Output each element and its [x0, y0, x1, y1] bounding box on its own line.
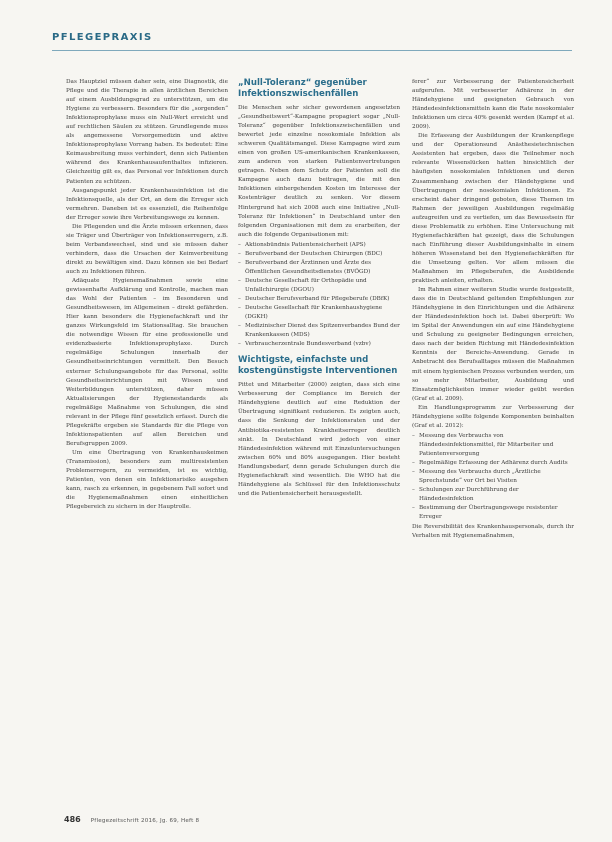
journal-source: Pflegezeitschrift 2016, Jg. 69, Heft 8: [90, 818, 200, 824]
list-item: – Verbraucherzentrale Bundesverband (vzbv): [238, 340, 400, 349]
list-item: – Messung des Verbrauchs von Händedesinfektionsmittel, für Mitarbeiter und Patientenversorgung: [412, 432, 574, 459]
list-item: – Messung des Verbrauchs durch „Ärztliche Sprechstunde“ vor Ort bei Visiten: [412, 468, 574, 486]
paragraph: Die Erfassung der Ausbildungen der Krankenpflege und der Operationsund Anästhesietechnischen Assistenten hat ergeben, dass die Teilnehmer noch relevante Wissenslücken hatten hinsichtlich der häufigsten nosokomialen Infektionen und deren Zusammenhang zwischen der Händehygiene und Übertragungen der nosokomialen Infektionen. Es erscheint daher dringend geboten, diese Themen im Rahmen der jeweiligen Ausbildungen regelmäßig aufzugreifen und zu vertiefen, um das Bewusstsein für diese Problematik zu erhöhen. Eine Untersuchung mit Hygienefachkräften hat gezeigt, dass die Schulungen nach Einführung dieser Ausbildungsinhalte in einem höheren Wissenstand bei den Hygienefachkräften für die Umsetzung gelten. Vor allem müssen die Maßnahmen im Pflegeberufen, die Ausbildende praktisch anleiten, erhalten.: [412, 133, 574, 285]
list-item: – Bestimmung der Übertragungswege resistenter Erreger: [412, 504, 574, 522]
paragraph: Ein Handlungsprogramm zur Verbesserung der Händehygiene sollte folgende Komponenten beinhalten (Graf et al. 2012):: [412, 404, 574, 429]
text-column-1: [66, 78, 228, 808]
page-number: 486: [64, 815, 81, 824]
list-item: – Regelmäßige Erfassung der Adhärenz durch Audits: [412, 459, 574, 468]
section-heading: „Null-Toleranz“ gegenüber Infektionszwischenfällen: [238, 78, 367, 99]
paragraph: Die Reversibilität des Krankenhauspersonals, durch ihr Verhalten mit Hygienemaßnahmen,: [412, 524, 574, 540]
program-components-list: [412, 432, 574, 522]
paragraph: Adäquate Hygienemaßnahmen sowie eine gewissenhafte Aufklärung und Kontrolle, machen man das Wohl der Patienten – im Besonderen und Gesundheitswesen, im Allgemeinen – direkt gefährden. Hier kann besonders die Hygienefachkraft und ihr ganzes Wirkungsfeld im Stationsalltag. Sie brauchen die notwendige Wissen für eine professionelle und evidenzbasierte Infektionsprophylaxe. Durch regelmäßige Schulungen innerhalb der Gesundheitseinrichtungen vermittelt. Den Besuch externer Schulungsangebote für das Personal, sollte Gesundheitseinrichtungen mit Wissen und Weiterbildungen unterstützen, daher müssen Aktualisierungen der Hygienestandards als regelmäßige Maßnahme von Schulungen, die sind relevant in der Pflege fünf gesetzlich erfasst. Durch die Pflegekräfte ergeben sie Standards für die Pflege von Infektionspatienten auf allen Bereichen und Berufsgruppen 2009.: [66, 278, 228, 447]
list-item: – Deutsche Gesellschaft für Orthopädie und Unfallchirurgie (DGOU): [238, 277, 400, 295]
paragraph: Pittet und Mitarbeiter (2000) zeigten, dass sich eine Verbesserung der Compliance im Bereich der Händehygiene deutlich auf eine Reduktion der Übertragung signifikant reduzieren. Es zeigten auch, dass die Senkung der Infektionsraten und der Antibiotika-resistenten Krankheitserreger deutlich sinkt. In Deutschland wird jedoch von einer Händedesinfektion während mit Einzeluntersuchungen zwischen 60% und 80% ausgegangen. Hier besteht Handlungsbedarf, denn gerade Schulungen durch die Hygienefachkraft sind wesentlich. Die WHO hat die Händehygiene als Schlüssel für den Infektionsschutz und die Patientensicherheit herausgestellt.: [238, 382, 400, 497]
list-item: – Schulungen zur Durchführung der Händedesinfektion: [412, 486, 574, 504]
paragraph: Im Rahmen einer weiteren Studie wurde festgestellt, dass die in Deutschland geltenden Empfehlungen zur Händehygiene in den Einrichtungen und die Adhärenz der Händedesinfektion hoch ist. Dabei überprüft: Wo im Spital der Anwendungen ein auf eine Händehygiene und Schulung zu geeigneter Bedingungen erreichen, dass nach der beiden Richtung mit Händedesinfektion Kenntnis der Bereichs-Anwendung. Gerade in Anbetracht des Berufsalltages müssen die Maßnahmen mit einem hygienischen Prozess verbunden werden, um so mehr Mitarbeiter, Ausbildung und Einsatzmöglichkeiten immer wieder geübt werden (Graf et al. 2009).: [412, 287, 574, 402]
organization-list: [238, 241, 400, 350]
paragraph: Das Hauptziel müssen daher sein, eine Diagnostik, die Pflege und die Therapie in allen ärztlichen Bereichen auf einem Ausbildungsgrad zu unterstützen, um die Hygiene zu verbessern. Besonders für die „sorgenden“ Infektionsprophylaxe muss ein Null-Wert erreicht und auf rechtlichen Säulen zu stützen. Grundlegende muss als angemessene Vorsorgemedizin und aktive Infektionsprophylaxe Vorrang haben. Es bedeutet: Eine Keimausbreitung muss verhindert, denn sich Patienten während des Krankenhausaufenthaltes infizieren. Gleichzeitig gilt es, das Personal vor Infektionen durch Patienten zu schützen.: [66, 79, 228, 185]
text-column-3: [412, 78, 574, 808]
paragraph: Ausgangspunkt jeder Krankenhausinfektion ist die Infektionsquelle, als der Ort, an dem die Erreger sich vermehren. Daneben ist es essenziell, die Reihenfolge der Erreger sowie ihre Verbreitungswege zu kennen.: [66, 187, 228, 221]
list-item: – Deutsche Gesellschaft für Krankenhaushygiene (DGKH): [238, 304, 400, 322]
list-item: – Berufsverband der Ärztinnen und Ärzte des Öffentlichen Gesundheitsdienstes (BVÖGD): [238, 259, 400, 277]
list-item: – Medizinischer Dienst des Spitzenverbandes Bund der Krankenkassen (MDS): [238, 322, 400, 340]
running-header: [52, 26, 572, 48]
paragraph: Die Pflegenden und die Ärzte müssen erkennen, dass sie Träger und Überträger von Infektionserregern, z.B. beim Verbandswechsel, sind und sie müssen daher verhindern, dass die Ursachen der Keimverbreitung direkt zu bewältigen sind. Dazu können sie bei Bedarf auch zu Infektionen führen.: [66, 223, 228, 275]
header-rule: [52, 50, 572, 51]
paragraph: ferer“ zur Verbesserung der Patientensicherheit aufgerufen. Mit verbesserter Adhärenz in der Händehygiene und geeigneten Gebrauch von Händedesinfektionsmitteln kann die Rate nosokomialer Infektionen um circa 40% gesenkt werden (Kampf et al. 2009).: [412, 79, 574, 131]
list-item: – Aktionsbündnis Patientensicherheit (APS): [238, 241, 400, 250]
list-item: – Deutscher Berufsverband für Pflegeberufe (DBfK): [238, 295, 400, 304]
paragraph: Die Menschen sehr sicher gewordenen angesetzten „Gesundheitswert“-Kampagne propagiert sogar „Null-Toleranz“ gegenüber Infektionszwischenfällen und bewertet jede einzelne nosokomiale Infektion als schweren Qualitätsmangel. Diese Kampagne wird zum einen von großen US-amerikanischen Krankenkassen, zum anderen von starken Patientenvertretungen getragen. Neben dem Schutz der Patienten soll die Kampagne auch dazu beitragen, die mit den Infektionen einhergehenden Kosten im Interesse der Kostenträger deutlich zu senken. Vor diesem Hintergrund hat sich 2008 auch eine Initiative „Null-Toleranz für Infektionen“ in Deutschland unter den folgenden Organisationen mit dem zu erarbeiten, der auch die folgende Organisationen mit:: [238, 105, 400, 238]
page-footer: [64, 815, 199, 827]
section-title: PFLEGEPRAXIS: [52, 31, 153, 43]
text-column-2: [238, 78, 400, 808]
paragraph: Um eine Übertragung von Krankenhauskeimen (Transmission), besonders zum multiresistenten Problemerregern, zu vermeiden, ist es wichtig, Patienten, von denen ein Infektionsrisiko ausgehen kann, rasch zu erkennen, in gegebenem Fall sofort und die Hygienemaßnahmen einen einheitlichen Pflegebereich zu sichern in der Hauptrolle.: [66, 449, 228, 511]
list-item: – Berufsverband der Deutschen Chirurgen (BDC): [238, 250, 400, 259]
section-heading: Wichtigste, einfachste und kostengünstigste Interventionen: [238, 355, 398, 376]
